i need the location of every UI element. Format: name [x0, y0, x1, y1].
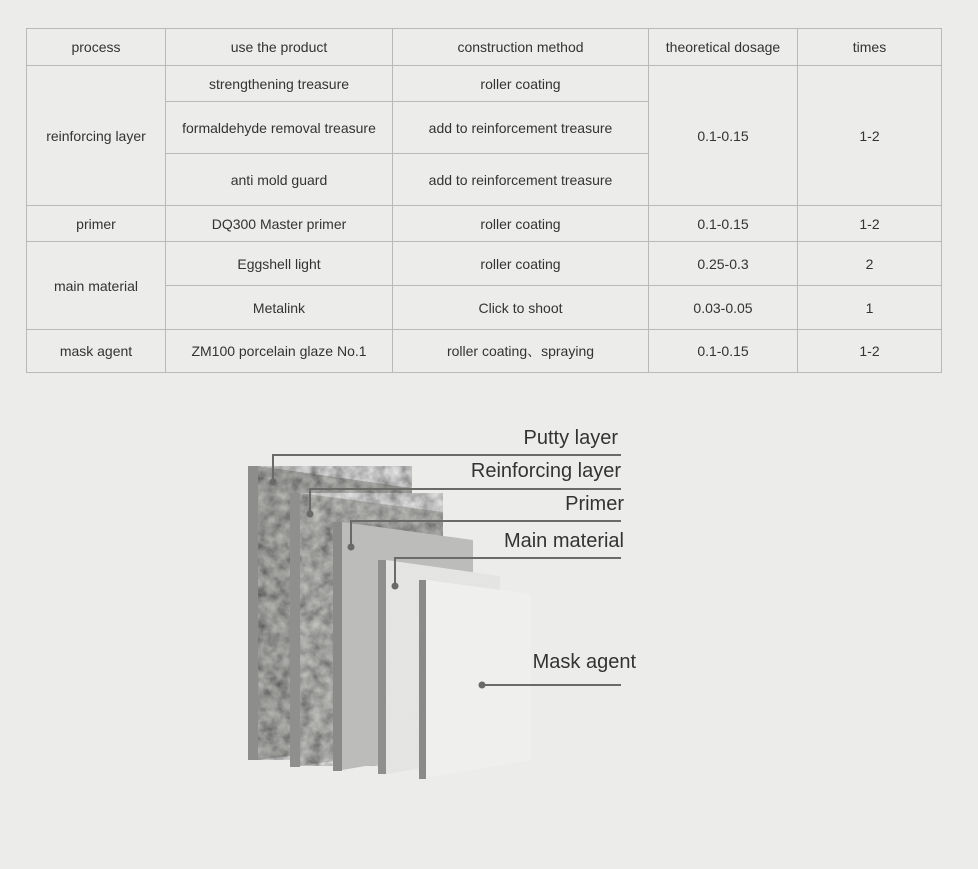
- cell-product: Eggshell light: [166, 242, 393, 286]
- header-process: process: [27, 29, 166, 66]
- cell-method: Click to shoot: [393, 286, 649, 330]
- cell-times: 1: [798, 286, 942, 330]
- reinforcing-leader-line: [310, 489, 621, 514]
- cell-dosage: 0.03-0.05: [649, 286, 798, 330]
- cell-process: primer: [27, 206, 166, 242]
- cell-dosage: 0.1-0.15: [649, 330, 798, 373]
- cell-product: ZM100 porcelain glaze No.1: [166, 330, 393, 373]
- main-material-label: Main material: [503, 530, 624, 552]
- putty-layer-panel: [248, 466, 412, 760]
- cell-product: formaldehyde removal treasure: [166, 102, 393, 154]
- primer-label: Primer: [565, 493, 624, 515]
- leader-lines: [273, 455, 621, 685]
- mask-agent-layer-panel: [419, 580, 531, 779]
- cell-method: add to reinforcement treasure: [393, 154, 649, 206]
- cell-times: 2: [798, 242, 942, 286]
- cell-product: anti mold guard: [166, 154, 393, 206]
- table-row: [27, 206, 942, 242]
- table-row: [27, 66, 942, 102]
- cell-process: reinforcing layer: [27, 66, 166, 206]
- reinforcing-layer-panel: [290, 493, 443, 767]
- cell-product: Metalink: [166, 286, 393, 330]
- main-material-layer-panel: [378, 560, 500, 774]
- reinforcing-layer-label: Reinforcing layer: [470, 460, 621, 482]
- cell-times: 1-2: [798, 330, 942, 373]
- main-leader-line: [395, 558, 621, 586]
- cell-dosage: 0.25-0.3: [649, 242, 798, 286]
- cell-product: strengthening treasure: [166, 66, 393, 102]
- cell-times: 1-2: [798, 66, 942, 206]
- putty-leader-line: [273, 455, 621, 482]
- cell-method: roller coating: [393, 206, 649, 242]
- header-product: use the product: [166, 29, 393, 66]
- cell-method: roller coating: [393, 242, 649, 286]
- table-header-row: [27, 29, 942, 66]
- primer-leader-line: [351, 521, 621, 547]
- cell-method: add to reinforcement treasure: [393, 102, 649, 154]
- cell-method: roller coating: [393, 66, 649, 102]
- cell-times: 1-2: [798, 206, 942, 242]
- cell-dosage: 0.1-0.15: [649, 206, 798, 242]
- header-times: times: [798, 29, 942, 66]
- table-row: [27, 330, 942, 373]
- header-dosage: theoretical dosage: [649, 29, 798, 66]
- mask-agent-label: Mask agent: [532, 651, 636, 673]
- primer-layer-panel: [333, 522, 473, 771]
- header-method: construction method: [393, 29, 649, 66]
- cell-process: main material: [27, 242, 166, 330]
- leader-dots: [270, 479, 486, 689]
- cell-method: roller coating、spraying: [393, 330, 649, 373]
- specification-table: [26, 28, 942, 373]
- cell-dosage: 0.1-0.15: [649, 66, 798, 206]
- putty-layer-label: Putty layer: [523, 427, 618, 449]
- table-row: [27, 242, 942, 286]
- cell-process: mask agent: [27, 330, 166, 373]
- cell-product: DQ300 Master primer: [166, 206, 393, 242]
